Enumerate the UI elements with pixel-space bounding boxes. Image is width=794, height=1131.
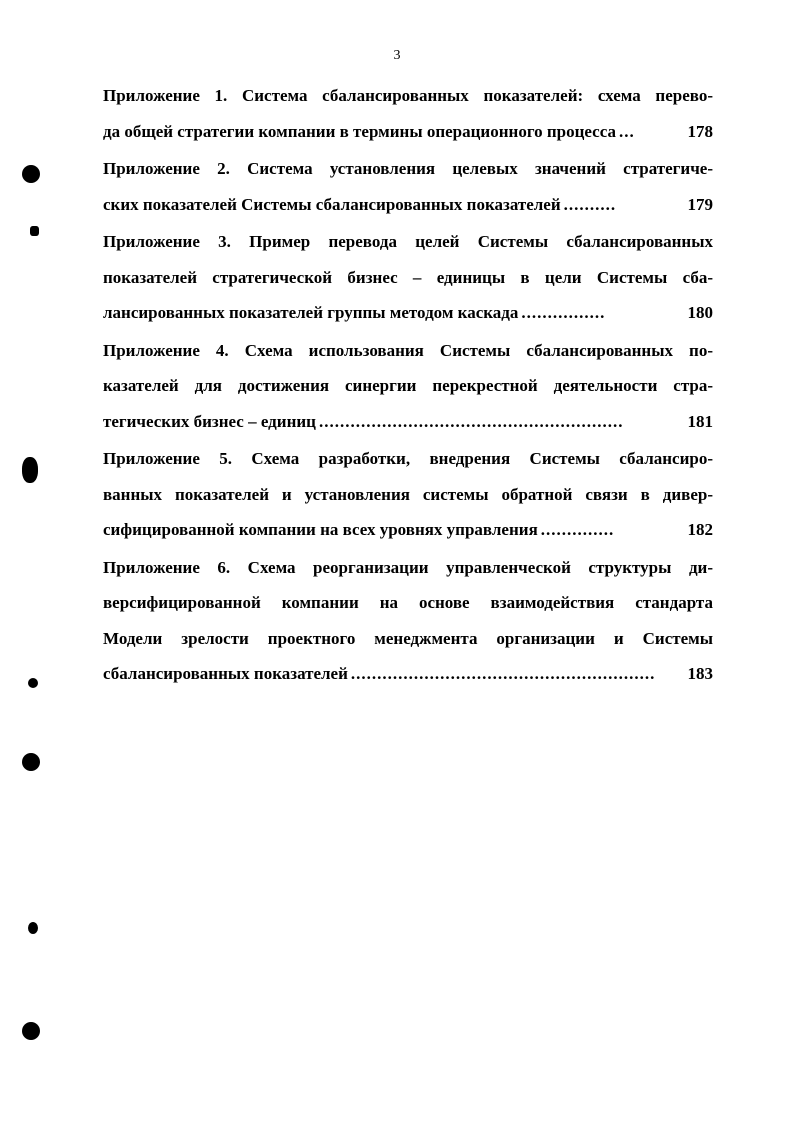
toc-page-number: 182 bbox=[687, 520, 713, 539]
punch-hole-mark bbox=[22, 165, 40, 183]
toc-entry-line: тегических бизнес – единиц bbox=[103, 411, 316, 431]
toc-leader-dots: .............. bbox=[540, 520, 615, 539]
toc-entry-last-line bbox=[103, 114, 713, 150]
toc-entry-line: Приложение 6. Схема реорганизации управленческой структуры ди- bbox=[103, 557, 713, 577]
scan-artifact-mark bbox=[28, 922, 38, 934]
toc-entry-line: Приложение 1. Система сбалансированных показателей: схема перево- bbox=[103, 86, 713, 105]
toc-entry-line: ских показателей Системы сбалансированных показателей bbox=[103, 194, 561, 214]
toc-entry-appendix-5[interactable] bbox=[103, 441, 713, 548]
toc-entry-appendix-4[interactable] bbox=[103, 333, 713, 440]
toc-entry-line: Модели зрелости проектного менеджмента организации и Системы bbox=[103, 628, 713, 648]
scan-artifact-mark bbox=[28, 678, 38, 688]
toc-page-number: 178 bbox=[687, 121, 713, 141]
toc-entry-last-line bbox=[103, 404, 713, 440]
toc-entry-line: ванных показателей и установления системы обратной связи в дивер- bbox=[103, 484, 713, 504]
toc-leader-dots: .......... bbox=[563, 194, 617, 214]
toc-entry-appendix-3[interactable] bbox=[103, 224, 713, 331]
toc-entry-line: Приложение 2. Система установления целевых значений стратегиче- bbox=[103, 159, 713, 178]
toc-entry-last-line bbox=[103, 656, 713, 692]
toc-page-number: 181 bbox=[687, 411, 713, 431]
toc-entry-line: казателей для достижения синергии перекрестной деятельности стра- bbox=[103, 376, 713, 395]
toc-entry-line: лансированных показателей группы методом каскада bbox=[103, 303, 519, 322]
toc-entry-appendix-2[interactable] bbox=[103, 151, 713, 222]
punch-hole-mark bbox=[22, 753, 40, 771]
toc-leader-dots: ... bbox=[618, 121, 635, 141]
toc-entry-last-line bbox=[103, 187, 713, 223]
toc-leader-dots: ................ bbox=[521, 303, 606, 322]
toc-page-number: 179 bbox=[687, 194, 713, 214]
toc-entry-line: Приложение 5. Схема разработки, внедрения Системы сбалансиро- bbox=[103, 449, 713, 468]
toc-entry-line: да общей стратегии компании в термины операционного процесса bbox=[103, 121, 616, 141]
toc-entry-last-line bbox=[103, 295, 713, 331]
toc-entry-line: показателей стратегической бизнес – единицы в цели Системы сба- bbox=[103, 267, 713, 287]
toc-leader-dots: .......................................................... bbox=[318, 411, 624, 431]
toc-entry-appendix-1[interactable] bbox=[103, 78, 713, 149]
toc-page-number: 183 bbox=[687, 664, 713, 683]
punch-hole-mark bbox=[22, 1022, 40, 1040]
toc-entry-line: сбалансированных показателей bbox=[103, 664, 348, 683]
page-number: 3 bbox=[393, 48, 401, 63]
toc-entry-line: Приложение 3. Пример перевода целей Системы сбалансированных bbox=[103, 232, 713, 251]
toc-entry-last-line bbox=[103, 512, 713, 548]
punch-hole-mark bbox=[22, 457, 38, 483]
scan-artifact-mark bbox=[30, 226, 39, 236]
toc-leader-dots: .......................................................... bbox=[350, 664, 656, 683]
table-of-contents bbox=[103, 78, 713, 694]
toc-entry-line: сифицированной компании на всех уровнях управления bbox=[103, 520, 538, 539]
toc-entry-line: версифицированной компании на основе взаимодействия стандарта bbox=[103, 593, 713, 612]
toc-entry-appendix-6[interactable] bbox=[103, 550, 713, 692]
toc-page-number: 180 bbox=[687, 303, 713, 322]
toc-entry-line: Приложение 4. Схема использования Системы сбалансированных по- bbox=[103, 340, 713, 360]
